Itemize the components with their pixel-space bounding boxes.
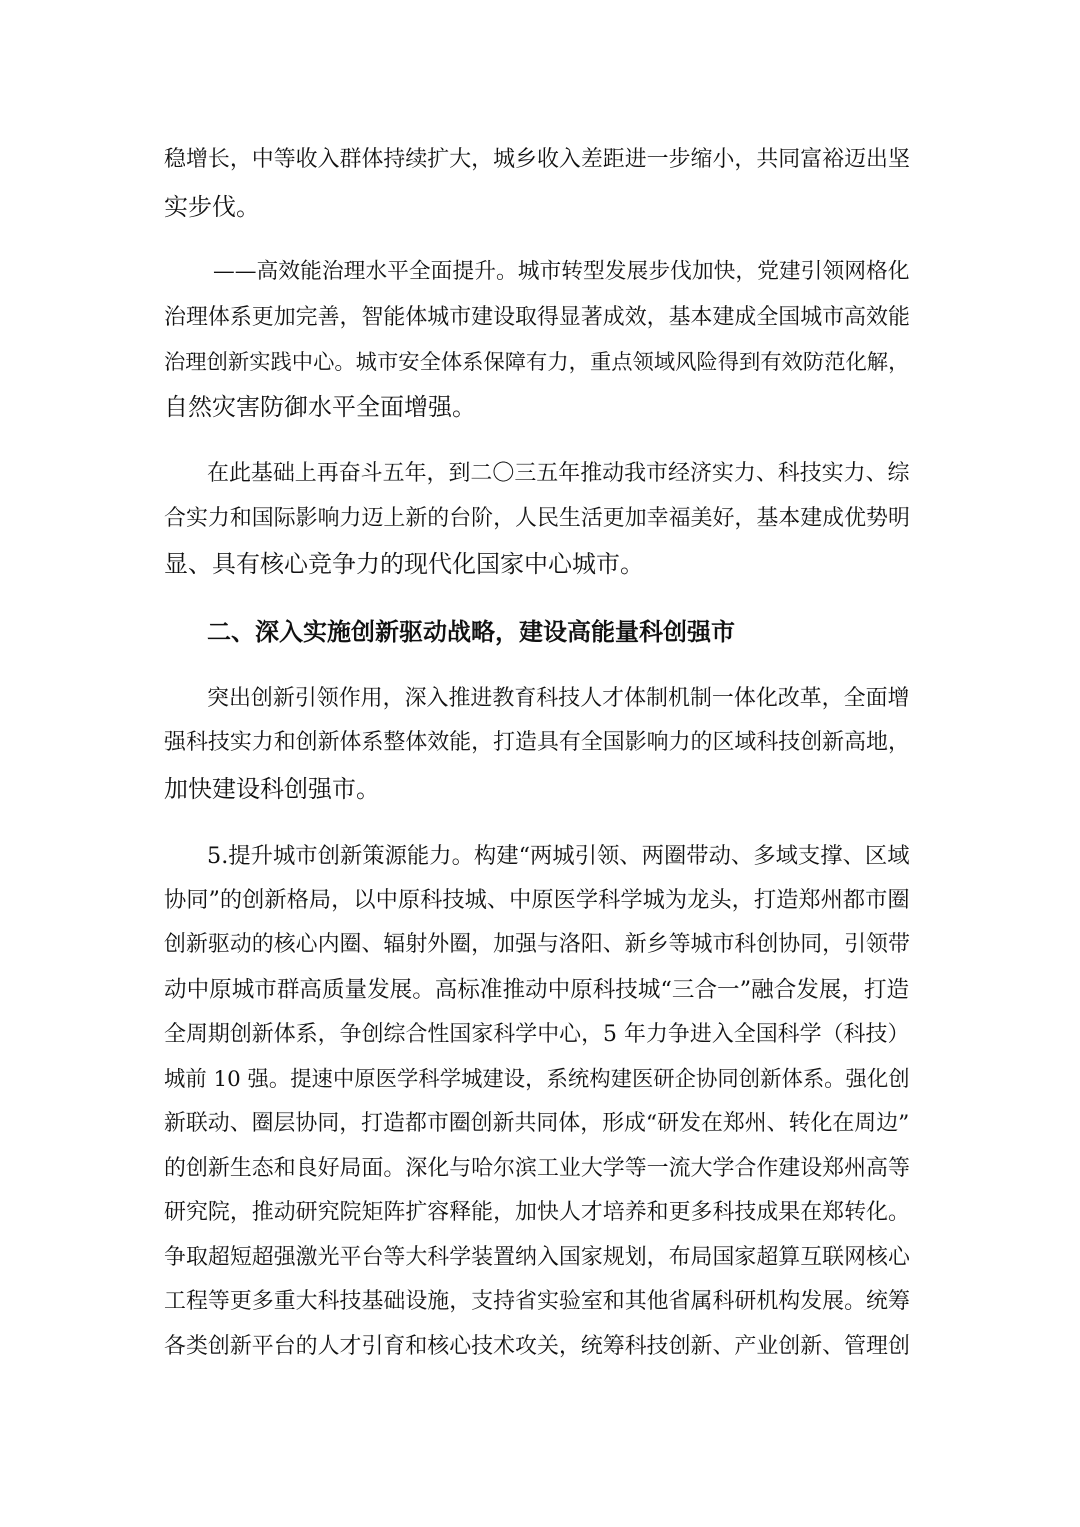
text-line: 研究院，推动研究院矩阵扩容释能，加快人才培养和更多科技成果在郑转化。 — [164, 1200, 910, 1225]
text-line: 合实力和国际影响力迈上新的台阶，人民生活更加幸福美好，基本建成优势明 — [164, 506, 910, 531]
text-line: 工程等更多重大科技基础设施，支持省实验室和其他省属科研机构发展。统筹 — [164, 1289, 910, 1314]
text-line: 5.提升城市创新策源能力。构建“两城引领、两圈带动、多域支撑、区域 — [207, 843, 910, 869]
text-line: 突出创新引领作用，深入推进教育科技人才体制机制一体化改革，全面增 — [207, 686, 910, 711]
text-line: 新联动、圈层协同，打造都市圈创新共同体，形成“研发在郑州、转化在周边” — [164, 1111, 910, 1136]
text-line: 自然灾害防御水平全面增强。 — [164, 393, 476, 421]
text-line: 稳增长，中等收入群体持续扩大，城乡收入差距进一步缩小，共同富裕迈出坚 — [164, 147, 910, 172]
text-line: 治理创新实践中心。城市安全体系保障有力，重点领域风险得到有效防范化解， — [164, 350, 910, 375]
text-line: 的创新生态和良好局面。深化与哈尔滨工业大学等一流大学合作建设郑州高等 — [164, 1156, 910, 1181]
text-line: 治理体系更加完善，智能体城市建设取得显著成效，基本建成全国城市高效能 — [164, 305, 910, 330]
text-line: 各类创新平台的人才引育和核心技术攻关，统筹科技创新、产业创新、管理创 — [164, 1334, 910, 1359]
text-line: 在此基础上再奋斗五年，到二〇三五年推动我市经济实力、科技实力、综 — [207, 461, 910, 486]
section-heading: 二、深入实施创新驱动战略，建设高能量科创强市 — [207, 618, 735, 646]
text-line: 争取超短超强激光平台等大科学装置纳入国家规划，布局国家超算互联网核心 — [164, 1245, 910, 1270]
text-line: ——高效能治理水平全面提升。城市转型发展步伐加快，党建引领网格化 — [213, 259, 910, 284]
text-line: 强科技实力和创新体系整体效能，打造具有全国影响力的区域科技创新高地， — [164, 730, 910, 755]
text-line: 显、具有核心竞争力的现代化国家中心城市。 — [164, 550, 644, 578]
text-line: 动中原城市群高质量发展。高标准推动中原科技城“三合一”融合发展，打造 — [164, 977, 910, 1003]
text-line: 协同”的创新格局，以中原科技城、中原医学科学城为龙头，打造郑州都市圈 — [164, 887, 910, 913]
text-line: 城前 10 强。提速中原医学科学城建设，系统构建医研企协同创新体系。强化创 — [164, 1067, 910, 1092]
text-line: 全周期创新体系，争创综合性国家科学中心，5 年力争进入全国科学（科技） — [164, 1022, 910, 1047]
text-line: 创新驱动的核心内圈、辐射外圈，加强与洛阳、新乡等城市科创协同，引领带 — [164, 932, 910, 957]
text-line: 实步伐。 — [164, 193, 260, 221]
text-line: 加快建设科创强市。 — [164, 775, 380, 803]
